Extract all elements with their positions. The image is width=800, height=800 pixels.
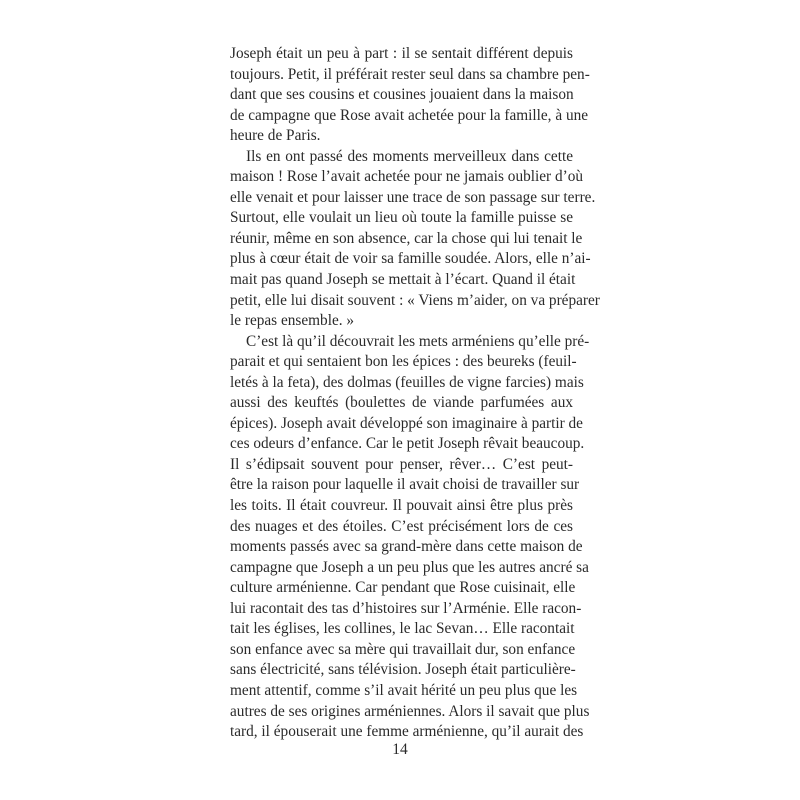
text-line: autres de ses origines arméniennes. Alors il savait que plus bbox=[230, 702, 590, 720]
text-line: des nuages et des étoiles. C’est précisément lors de ces bbox=[230, 517, 573, 535]
paragraph bbox=[230, 44, 590, 147]
text-line: Surtout, elle voulait un lieu où toute la famille puisse se bbox=[230, 209, 573, 227]
page-number: 14 bbox=[392, 741, 408, 758]
text-line: tait les églises, les collines, le lac Sevan… Elle racontait bbox=[230, 620, 575, 638]
text-line: les toits. Il était couvreur. Il pouvait ainsi être plus près bbox=[230, 497, 573, 515]
text-line: Ils en ont passé des moments merveilleux dans cette bbox=[246, 147, 573, 165]
text-line: maison ! Rose l’avait achetée pour ne jamais oublier d’où bbox=[230, 168, 583, 186]
text-line: parait et qui sentaient bon les épices : des beureks (feuil- bbox=[230, 353, 577, 371]
text-line: moments passés avec sa grand-mère dans cette maison de bbox=[230, 538, 583, 556]
text-line: elle venait et pour laisser une trace de son passage sur terre. bbox=[230, 188, 596, 206]
text-line: petit, elle lui disait souvent : « Viens m’aider, on va préparer bbox=[230, 291, 600, 309]
body-text bbox=[230, 44, 600, 743]
text-line: tard, il épouserait une femme arménienne, qu’il aurait des bbox=[230, 723, 584, 741]
text-line: ces odeurs d’enfance. Car le petit Joseph rêvait beaucoup. bbox=[230, 435, 585, 453]
text-line: le repas ensemble. » bbox=[230, 312, 355, 330]
text-line: plus à cœur était de voir sa famille soudée. Alors, elle n’ai- bbox=[230, 250, 591, 268]
text-line: aussi des keuftés (boulettes de viande parfumées aux bbox=[230, 394, 573, 412]
text-line: de campagne que Rose avait achetée pour la famille, à une bbox=[230, 106, 589, 124]
text-line: Joseph était un peu à part : il se sentait différent depuis bbox=[230, 45, 573, 62]
text-line: épices). Joseph avait développé son imaginaire à partir de bbox=[230, 414, 583, 432]
paragraph bbox=[230, 332, 590, 743]
text-line: C’est là qu’il découvrait les mets arméniens qu’elle pré- bbox=[246, 332, 590, 350]
text-line: heure de Paris. bbox=[230, 127, 321, 145]
text-line: sans électricité, sans télévision. Joseph était particulière- bbox=[230, 661, 576, 679]
text-line: culture arménienne. Car pendant que Rose cuisinait, elle bbox=[230, 579, 576, 597]
text-line: ment attentif, comme s’il avait hérité un peu plus que les bbox=[230, 681, 578, 699]
text-line: son enfance avec sa mère qui travaillait dur, son enfance bbox=[230, 640, 576, 658]
text-line: letés à la feta), des dolmas (feuilles de vigne farcies) mais bbox=[230, 373, 584, 391]
text-line: Il s’édipsait souvent pour penser, rêver… C’est peut- bbox=[230, 455, 573, 473]
text-line: campagne que Joseph a un peu plus que les autres ancré sa bbox=[230, 558, 589, 576]
text-line: dant que ses cousins et cousines jouaient dans la maison bbox=[230, 86, 574, 104]
text-line: réunir, même en son absence, car la chose qui lui tenait le bbox=[230, 229, 583, 247]
text-line: toujours. Petit, il préférait rester seul dans sa chambre pen- bbox=[230, 65, 590, 83]
paragraph bbox=[230, 147, 600, 332]
text-line: être la raison pour laquelle il avait choisi de travailler sur bbox=[230, 476, 580, 494]
text-line: mait pas quand Joseph se mettait à l’écart. Quand il était bbox=[230, 271, 576, 289]
text-line: lui racontait des tas d’histoires sur l’Arménie. Elle racon- bbox=[230, 599, 582, 617]
